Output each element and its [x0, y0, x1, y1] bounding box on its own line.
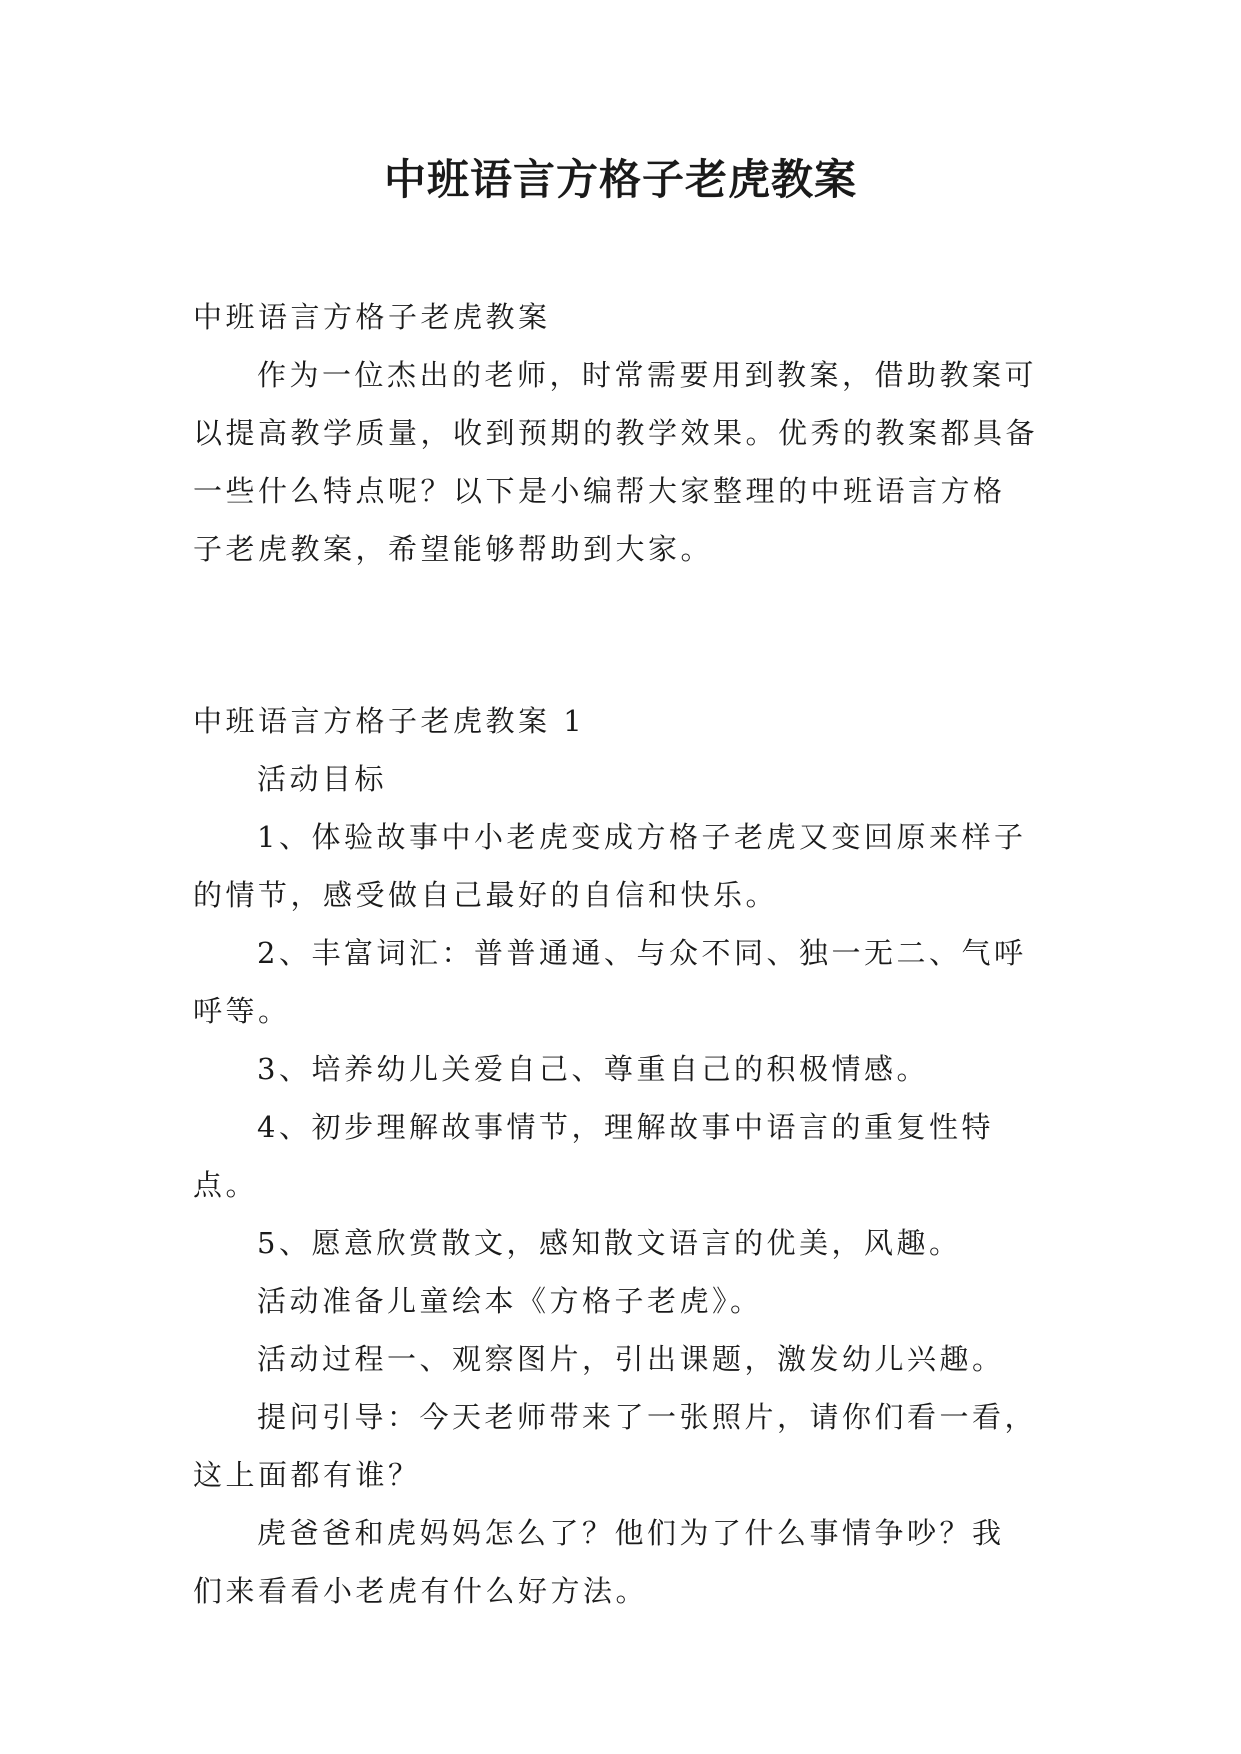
- goal-3: 3、培养幼儿关爱自己、尊重自己的积极情感。: [257, 1052, 929, 1086]
- goal-4: 4、初步理解故事情节，理解故事中语言的重复性特点。: [193, 1110, 994, 1202]
- story-line-1: 虎爸爸和虎妈妈怎么了？他们为了什么事情争吵？我: [257, 1516, 1005, 1550]
- goal-5: 5、愿意欣赏散文，感知散文语言的优美，风趣。: [257, 1226, 962, 1260]
- activity-process: 活动过程一、观察图片，引出课题，激发幼儿兴趣。: [257, 1342, 1005, 1376]
- intro-block: [193, 288, 1053, 578]
- question-line-1: 提问引导：今天老师带来了一张照片，请你们看一看，: [257, 1400, 1038, 1434]
- activity-prep: 活动准备儿童绘本《方格子老虎》。: [257, 1284, 763, 1318]
- intro-line-4: 子老虎教案，希望能够帮助到大家。: [193, 532, 714, 566]
- document-title: 中班语言方格子老虎教案: [383, 155, 857, 204]
- section-1-block: [193, 692, 1053, 1620]
- intro-line-1: 作为一位杰出的老师，时常需要用到教案，借助教案可: [257, 358, 1038, 392]
- goal-1-line-2: 的情节，感受做自己最好的自信和快乐。: [193, 878, 779, 912]
- intro-line-3: 一些什么特点呢？以下是小编帮大家整理的中班语言方格: [193, 474, 1006, 508]
- section-1-heading: 中班语言方格子老虎教案 1: [193, 704, 586, 738]
- intro-line-2: 以提高教学质量，收到预期的教学效果。优秀的教案都具备: [193, 416, 1039, 450]
- goal-2-line-2: 呼等。: [193, 994, 291, 1028]
- story-line-2: 们来看看小老虎有什么好方法。: [193, 1574, 649, 1608]
- goal-1-line-1: 1、体验故事中小老虎变成方格子老虎又变回原来样子: [257, 820, 1027, 854]
- question-line-2: 这上面都有谁？: [193, 1458, 421, 1492]
- intro-heading: 中班语言方格子老虎教案: [193, 300, 551, 334]
- goal-2-line-1: 2、丰富词汇：普普通通、与众不同、独一无二、气呼: [257, 936, 1027, 970]
- goal-label: 活动目标: [257, 762, 388, 796]
